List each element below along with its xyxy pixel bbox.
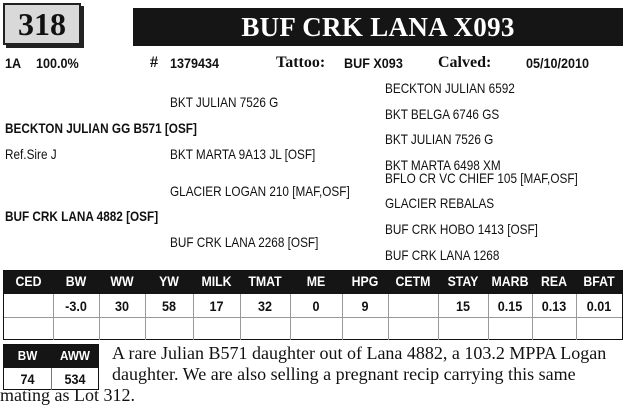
epd-header-stay: STAY bbox=[447, 273, 479, 289]
epd-header-tmat: TMAT bbox=[248, 273, 282, 289]
tattoo-label: Tattoo: bbox=[276, 54, 326, 71]
tattoo-value: BUF X093 bbox=[344, 55, 403, 71]
epd-column-divider bbox=[99, 294, 100, 340]
pedigree-sire-sire-sire: BECKTON JULIAN 6592 bbox=[385, 80, 515, 96]
epd-column-divider bbox=[576, 294, 577, 340]
epd-header-marb: MARB bbox=[491, 273, 529, 289]
lot-number: 318 bbox=[3, 3, 81, 45]
epd-header-ced: CED bbox=[15, 273, 42, 289]
epd-value-yw: 58 bbox=[161, 298, 177, 314]
pedigree-dam-sire-dam: GLACIER REBALAS bbox=[385, 195, 495, 211]
pedigree-sire-sire-dam: BKT BELGA 6746 GS bbox=[385, 106, 500, 122]
class-code: 1A bbox=[5, 55, 22, 71]
pedigree-sire: BECKTON JULIAN GG B571 [OSF] bbox=[5, 120, 197, 136]
epd-value-rea: 0.13 bbox=[541, 298, 567, 314]
epd-header-me: ME bbox=[306, 273, 326, 289]
epd-value-milk: 17 bbox=[209, 298, 224, 314]
weights-table bbox=[3, 344, 99, 390]
epd-header-cetm: CETM bbox=[395, 273, 431, 289]
epd-column-divider bbox=[290, 294, 291, 340]
epd-column-divider bbox=[240, 294, 241, 340]
epd-value-marb: 0.15 bbox=[497, 298, 523, 314]
weights-value-bw: 74 bbox=[20, 371, 35, 387]
epd-column-divider bbox=[532, 294, 533, 340]
pedigree-dam-sire-sire: BFLO CR VC CHIEF 105 [MAF,OSF] bbox=[385, 170, 578, 186]
weights-value-aww: 534 bbox=[64, 371, 86, 387]
epd-header-ww: WW bbox=[110, 273, 134, 289]
comment-line-2: daughter. We are also selling a pregnant recip carrying this same bbox=[112, 364, 576, 384]
pedigree-dam-dam-sire: BUF CRK HOBO 1413 [OSF] bbox=[385, 221, 538, 237]
weights-header-aww: AWW bbox=[60, 348, 90, 363]
epd-value-tmat: 32 bbox=[257, 298, 273, 314]
epd-column-divider bbox=[145, 294, 146, 340]
calved-date: 05/10/2010 bbox=[526, 55, 590, 71]
epd-header-milk: MILK bbox=[201, 273, 232, 289]
weights-header-bw: BW bbox=[17, 348, 38, 363]
epd-header-bw: BW bbox=[65, 273, 87, 289]
pedigree-sire-dam-dam: BKT MARTA 6498 XM bbox=[385, 157, 501, 173]
pedigree-dam-dam: BUF CRK LANA 2268 [OSF] bbox=[170, 234, 319, 250]
epd-value-bw: -3.0 bbox=[65, 298, 87, 314]
animal-name: BUF CRK LANA X093 bbox=[133, 8, 623, 46]
epd-column-divider bbox=[53, 294, 54, 340]
epd-value-me: 0 bbox=[312, 298, 320, 314]
epd-column-divider bbox=[438, 294, 439, 340]
pedigree-dam-sire: GLACIER LOGAN 210 [MAF,OSF] bbox=[170, 183, 350, 199]
epd-column-divider bbox=[342, 294, 343, 340]
epd-header-rea: REA bbox=[540, 273, 568, 289]
comment-line-1: A rare Julian B571 daughter out of Lana 4882, a 103.2 MPPA Logan bbox=[112, 343, 607, 363]
epd-value-stay: 15 bbox=[455, 298, 471, 314]
epd-value-ww: 30 bbox=[114, 298, 130, 314]
pedigree-dam: BUF CRK LANA 4882 [OSF] bbox=[5, 208, 159, 224]
calved-label: Calved: bbox=[438, 54, 492, 71]
pedigree-ref-sire: Ref.Sire J bbox=[5, 146, 57, 162]
pedigree-sire-dam: BKT MARTA 9A13 JL [OSF] bbox=[170, 146, 316, 162]
registration-number: 1379434 bbox=[170, 55, 220, 71]
epd-column-divider bbox=[388, 294, 389, 340]
epd-value-bfat: 0.01 bbox=[586, 298, 612, 314]
percent-value: 100.0% bbox=[36, 55, 79, 71]
epd-row-divider bbox=[4, 317, 622, 318]
pedigree-dam-dam-dam: BUF CRK LANA 1268 bbox=[385, 247, 500, 263]
epd-table bbox=[3, 270, 623, 340]
reg-symbol: # bbox=[150, 54, 158, 71]
comment-line-3: mating as Lot 312. bbox=[0, 385, 135, 405]
epd-header-bfat: BFAT bbox=[583, 273, 615, 289]
epd-value-hpg: 9 bbox=[361, 298, 369, 314]
epd-column-divider bbox=[193, 294, 194, 340]
epd-header-yw: YW bbox=[159, 273, 179, 289]
epd-column-divider bbox=[488, 294, 489, 340]
pedigree-sire-dam-sire: BKT JULIAN 7526 G bbox=[385, 131, 494, 147]
pedigree-sire-sire: BKT JULIAN 7526 G bbox=[170, 94, 279, 110]
epd-header-hpg: HPG bbox=[351, 273, 379, 289]
